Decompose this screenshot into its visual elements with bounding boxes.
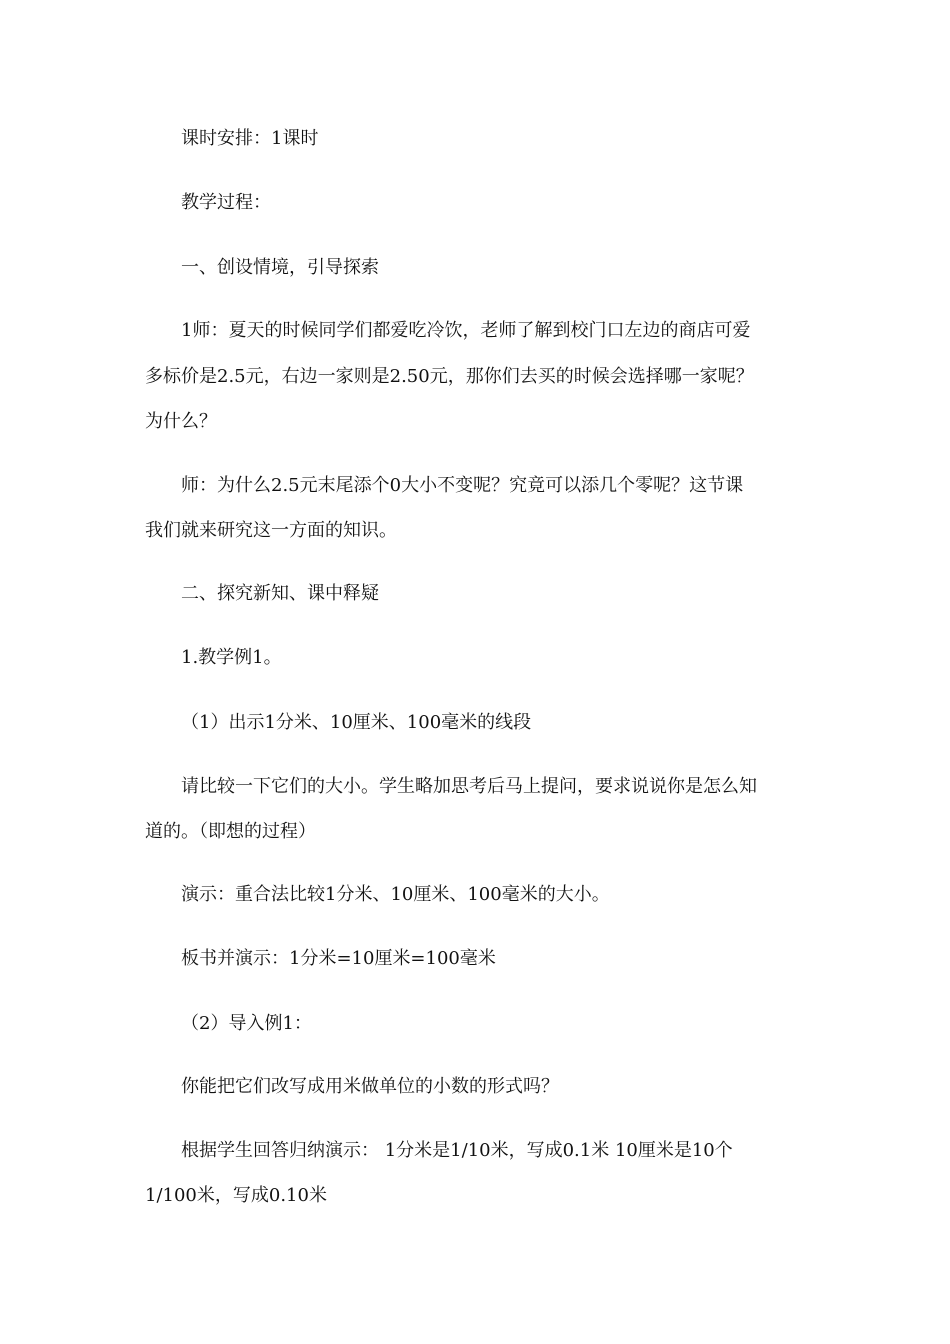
section-two-heading: 二、探究新知、课中释疑: [181, 583, 379, 604]
paragraph-line: 你能把它们改写成用米做单位的小数的形式吗？: [181, 1076, 559, 1097]
section-one-heading: 一、创设情境，引导探索: [181, 257, 379, 278]
paragraph-line: 板书并演示：1分米=10厘米=100毫米: [181, 948, 496, 969]
paragraph-line: 师：为什么2.5元末尾添个0大小不变呢？究竟可以添几个零呢？这节课: [181, 475, 744, 496]
paragraph-line: 为什么？: [145, 411, 217, 432]
paragraph-line: 1/100米，写成0.10米: [145, 1185, 327, 1206]
example-heading: 1.教学例1。: [181, 647, 282, 668]
paragraph-line: 1师：夏天的时候同学们都爱吃冷饮，老师了解到校门口左边的商店可爱: [181, 320, 751, 341]
teaching-process-heading: 教学过程：: [181, 192, 271, 213]
paragraph-line: 请比较一下它们的大小。学生略加思考后马上提问，要求说说你是怎么知: [181, 776, 757, 797]
paragraph-line: （2）导入例1：: [181, 1013, 312, 1034]
paragraph-line: 道的。（即想的过程）: [145, 821, 316, 842]
lesson-duration-line: 课时安排：1课时: [181, 128, 319, 149]
paragraph-line: 根据学生回答归纳演示： 1分米是1/10米，写成0.1米 10厘米是10个: [181, 1140, 733, 1161]
paragraph-line: 多标价是2.5元，右边一家则是2.50元，那你们去买的时候会选择哪一家呢？: [145, 366, 754, 387]
paragraph-line: （1）出示1分米、10厘米、100毫米的线段: [181, 712, 532, 733]
paragraph-line: 演示：重合法比较1分米、10厘米、100毫米的大小。: [181, 884, 610, 905]
paragraph-line: 我们就来研究这一方面的知识。: [145, 520, 397, 541]
